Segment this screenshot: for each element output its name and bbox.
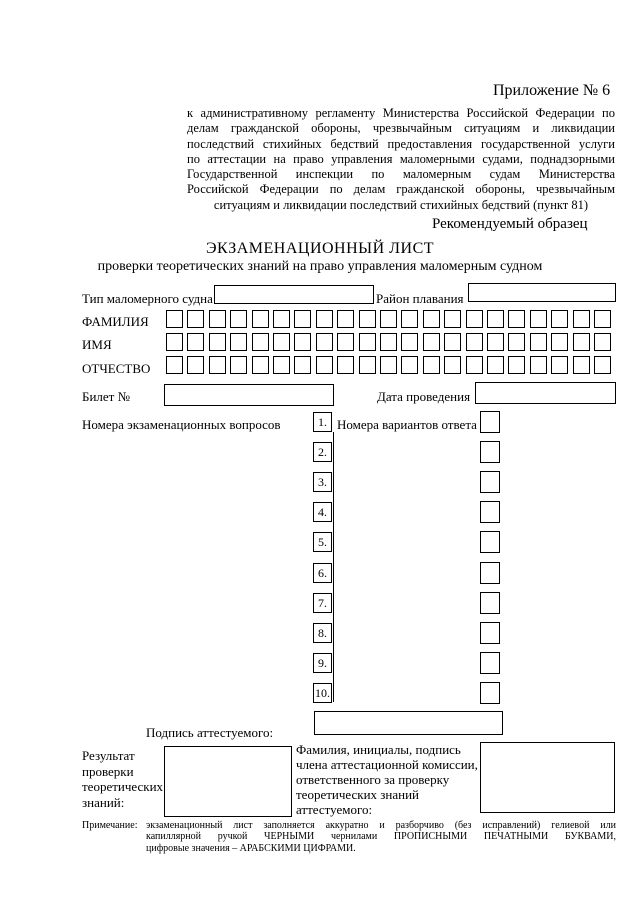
regulation-line: делам гражданской обороны, чрезвычайным ситуациям и ликвидации bbox=[187, 121, 615, 136]
letter-box[interactable] bbox=[551, 310, 568, 328]
letter-box[interactable] bbox=[444, 310, 461, 328]
letter-box[interactable] bbox=[573, 333, 590, 351]
letter-box[interactable] bbox=[316, 356, 333, 374]
letter-box[interactable] bbox=[444, 333, 461, 351]
note-line-1: экзаменационный лист заполняется аккуратно и разборчиво (без исправлений) гелиевой или bbox=[146, 820, 616, 831]
letter-box[interactable] bbox=[273, 333, 290, 351]
letter-box[interactable] bbox=[230, 356, 247, 374]
letter-box[interactable] bbox=[444, 356, 461, 374]
questions-column-line bbox=[333, 432, 334, 702]
letter-box[interactable] bbox=[508, 310, 525, 328]
answer-box[interactable] bbox=[480, 411, 500, 433]
answer-box[interactable] bbox=[480, 652, 500, 674]
letter-box[interactable] bbox=[466, 333, 483, 351]
sailing-area-label: Район плавания bbox=[376, 291, 464, 306]
surname-label: ФАМИЛИЯ bbox=[82, 314, 149, 329]
form-title: ЭКЗАМЕНАЦИОННЫЙ ЛИСТ bbox=[205, 240, 435, 257]
letter-box[interactable] bbox=[508, 333, 525, 351]
letter-box[interactable] bbox=[337, 333, 354, 351]
letter-box[interactable] bbox=[401, 333, 418, 351]
letter-box[interactable] bbox=[466, 356, 483, 374]
ticket-number-field[interactable] bbox=[164, 384, 334, 406]
vessel-type-label: Тип маломерного судна bbox=[82, 291, 213, 306]
question-number-box: 8. bbox=[313, 623, 332, 643]
letter-box[interactable] bbox=[594, 333, 611, 351]
answer-box[interactable] bbox=[480, 562, 500, 584]
letter-box[interactable] bbox=[294, 333, 311, 351]
question-number-box: 9. bbox=[313, 653, 332, 673]
letter-box[interactable] bbox=[294, 310, 311, 328]
regulation-line: Государственной инспекции по маломерным судам Министерства bbox=[187, 167, 615, 182]
sailing-area-field[interactable] bbox=[468, 283, 616, 302]
letter-box[interactable] bbox=[187, 333, 204, 351]
letter-box[interactable] bbox=[551, 333, 568, 351]
letter-box[interactable] bbox=[423, 356, 440, 374]
letter-box[interactable] bbox=[508, 356, 525, 374]
sample-label: Рекомендуемый образец bbox=[432, 216, 588, 232]
answer-box[interactable] bbox=[480, 471, 500, 493]
letter-box[interactable] bbox=[252, 333, 269, 351]
letter-box[interactable] bbox=[530, 356, 547, 374]
letter-box[interactable] bbox=[423, 310, 440, 328]
examinee-signature-field[interactable] bbox=[314, 711, 503, 735]
letter-box[interactable] bbox=[337, 356, 354, 374]
letter-box[interactable] bbox=[380, 310, 397, 328]
patronymic-label: ОТЧЕСТВО bbox=[82, 361, 151, 376]
note-line-2: капиллярной ручкой ЧЕРНЫМИ чернилами ПРОПИСНЫМИ ПЕЧАТНЫМИ БУКВАМИ, bbox=[146, 831, 616, 842]
ticket-label: Билет № bbox=[82, 389, 131, 404]
answer-box[interactable] bbox=[480, 682, 500, 704]
letter-box[interactable] bbox=[551, 356, 568, 374]
answer-box[interactable] bbox=[480, 531, 500, 553]
letter-box[interactable] bbox=[273, 356, 290, 374]
letter-box[interactable] bbox=[316, 310, 333, 328]
answer-box[interactable] bbox=[480, 501, 500, 523]
exam-date-field[interactable] bbox=[475, 382, 616, 404]
letter-box[interactable] bbox=[423, 333, 440, 351]
letter-box[interactable] bbox=[487, 310, 504, 328]
letter-box[interactable] bbox=[380, 333, 397, 351]
letter-box[interactable] bbox=[209, 310, 226, 328]
letter-box[interactable] bbox=[316, 333, 333, 351]
examinee-signature-label: Подпись аттестуемого: bbox=[146, 725, 274, 740]
letter-box[interactable] bbox=[337, 310, 354, 328]
result-label: Результат проверки теоретических знаний: bbox=[82, 748, 164, 810]
form-subtitle: проверки теоретических знаний на право управления маломерным судном bbox=[97, 259, 543, 274]
letter-box[interactable] bbox=[466, 310, 483, 328]
question-numbers-label: Номера экзаменационных вопросов bbox=[82, 417, 281, 432]
letter-box[interactable] bbox=[187, 356, 204, 374]
letter-box[interactable] bbox=[530, 333, 547, 351]
letter-box[interactable] bbox=[187, 310, 204, 328]
question-number-box: 5. bbox=[313, 532, 332, 552]
letter-box[interactable] bbox=[230, 310, 247, 328]
letter-box[interactable] bbox=[487, 333, 504, 351]
commission-member-field[interactable] bbox=[480, 742, 615, 813]
letter-box[interactable] bbox=[294, 356, 311, 374]
letter-box[interactable] bbox=[230, 333, 247, 351]
question-number-box: 2. bbox=[313, 442, 332, 462]
answer-box[interactable] bbox=[480, 441, 500, 463]
regulation-line: к административному регламенту Министерства Российской Федерации по bbox=[187, 106, 615, 120]
letter-box[interactable] bbox=[252, 310, 269, 328]
question-number-box: 7. bbox=[313, 593, 332, 613]
letter-box[interactable] bbox=[252, 356, 269, 374]
regulation-line: последствий стихийных бедствий предоставления государственной услуги bbox=[187, 136, 615, 151]
question-number-box: 3. bbox=[313, 472, 332, 492]
letter-box[interactable] bbox=[401, 310, 418, 328]
letter-box[interactable] bbox=[530, 310, 547, 328]
letter-box[interactable] bbox=[380, 356, 397, 374]
letter-box[interactable] bbox=[166, 310, 183, 328]
vessel-type-field[interactable] bbox=[214, 285, 374, 304]
letter-box[interactable] bbox=[359, 310, 376, 328]
letter-box[interactable] bbox=[401, 356, 418, 374]
letter-box[interactable] bbox=[359, 333, 376, 351]
appendix-number: Приложение № 6 bbox=[493, 82, 611, 99]
name-label: ИМЯ bbox=[82, 337, 112, 352]
letter-box[interactable] bbox=[359, 356, 376, 374]
exam-date-label: Дата проведения bbox=[377, 389, 471, 404]
regulation-line: Российской Федерации по делам гражданской обороны, чрезвычайным bbox=[187, 182, 615, 197]
question-number-box: 6. bbox=[313, 563, 332, 583]
answer-box[interactable] bbox=[480, 592, 500, 614]
regulation-reference bbox=[187, 106, 615, 213]
regulation-line: ситуациям и ликвидации последствий стихийных бедствий (пункт 81) bbox=[213, 197, 589, 212]
note-line-3: цифровые значения – АРАБСКИМИ ЦИФРАМИ. bbox=[146, 843, 356, 854]
letter-box[interactable] bbox=[166, 333, 183, 351]
letter-box[interactable] bbox=[573, 356, 590, 374]
answer-numbers-label: Номера вариантов ответа bbox=[337, 417, 477, 432]
letter-box[interactable] bbox=[594, 356, 611, 374]
letter-box[interactable] bbox=[487, 356, 504, 374]
commission-member-label: Фамилия, инициалы, подпись члена аттестационной комиссии, ответственного за проверку теоретических знаний аттестуемого: bbox=[296, 742, 478, 817]
answer-box[interactable] bbox=[480, 622, 500, 644]
question-number-box: 4. bbox=[313, 502, 332, 522]
letter-box[interactable] bbox=[166, 356, 183, 374]
letter-box[interactable] bbox=[209, 356, 226, 374]
regulation-line: по аттестации на право управления маломерными судами, поднадзорными bbox=[187, 151, 615, 166]
letter-box[interactable] bbox=[273, 310, 290, 328]
letter-box[interactable] bbox=[209, 333, 226, 351]
result-field[interactable] bbox=[164, 746, 292, 817]
question-number-box: 1. bbox=[313, 412, 332, 432]
letter-box[interactable] bbox=[573, 310, 590, 328]
note-label: Примечание: bbox=[82, 820, 138, 831]
question-number-box: 10. bbox=[313, 683, 332, 703]
letter-box[interactable] bbox=[594, 310, 611, 328]
